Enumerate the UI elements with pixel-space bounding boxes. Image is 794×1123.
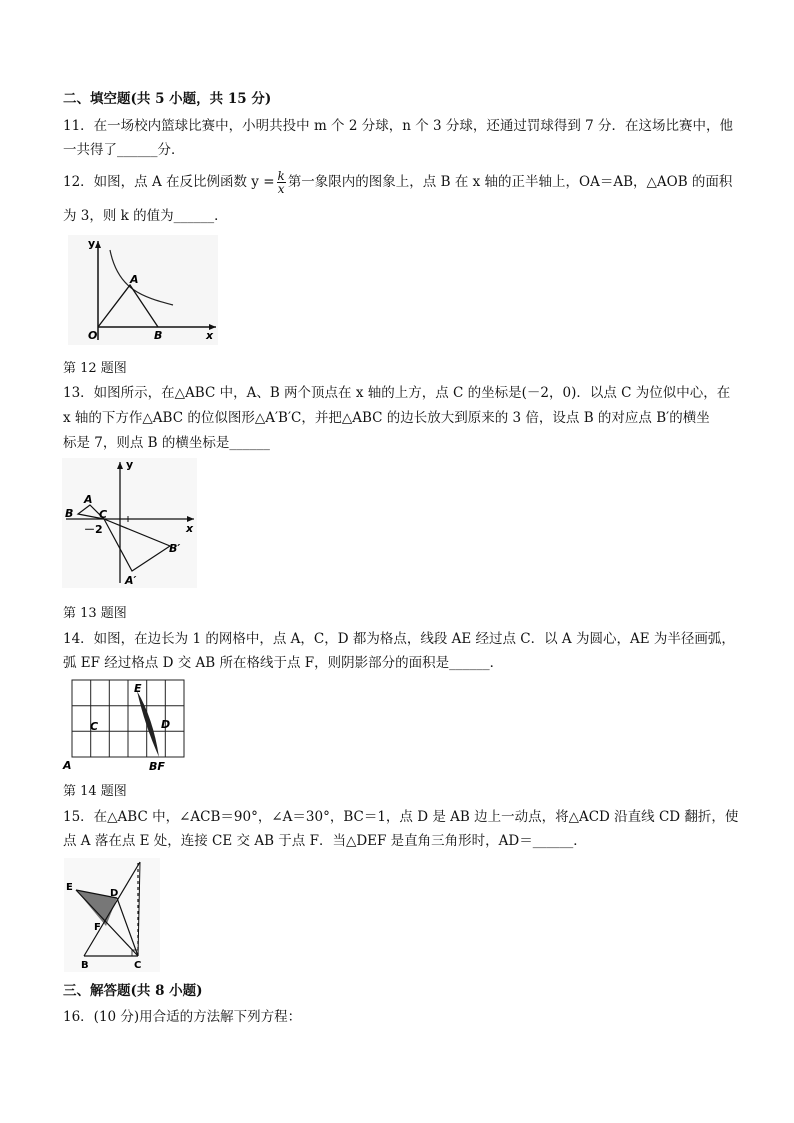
section-3-title: 三、解答题(共 8 小题) <box>63 983 203 999</box>
q13-line2: x 轴的下方作△ABC 的位似图形△A′B′C，并把△ABC 的边长放大到原来的 3 倍，设点 B 的对应点 B′的横坐 <box>63 410 710 426</box>
q14-caption: 第 14 题图 <box>63 784 127 799</box>
q13-y-label: y <box>126 458 134 471</box>
q13-figure <box>62 458 197 588</box>
q12-A-label: A <box>130 273 139 286</box>
q12-text-a: 12．如图，点 A 在反比例函数 y = <box>63 174 275 190</box>
q14-shaded-region <box>137 691 159 757</box>
q13-minus2-label: －2 <box>84 523 103 536</box>
q13-C-label: C <box>99 508 108 521</box>
q14-E-label: E <box>134 682 142 695</box>
q14-C-label: C <box>90 720 99 733</box>
q13-caption: 第 13 题图 <box>63 606 127 621</box>
q12-frac-den: x <box>277 182 285 196</box>
q14-figure <box>62 678 188 774</box>
q15-figure <box>64 858 160 972</box>
q16-line1: 16．(10 分)用合适的方法解下列方程： <box>63 1009 302 1025</box>
q15-B-label: B <box>81 960 89 971</box>
q12-caption: 第 12 题图 <box>63 361 127 376</box>
q12-figure <box>68 235 218 345</box>
q11-line1: 11．在一场校内篮球比赛中，小明共投中 m 个 2 分球，n 个 3 分球，还通过罚球得到 7 分．在这场比赛中，他 <box>63 118 734 134</box>
q12-line1 <box>63 170 732 195</box>
q13-line3: 标是 7，则点 B 的横坐标是______ <box>63 435 270 451</box>
q15-C-label: C <box>134 960 142 971</box>
q14-line2: 弧 EF 经过格点 D 交 AB 所在格线于点 F，则阴影部分的面积是______． <box>63 655 504 671</box>
q15-D-label: D <box>110 888 119 899</box>
q12-line2: 为 3，则 k 的值为______． <box>63 208 228 224</box>
q15-E-label: E <box>66 882 73 893</box>
q13-x-label: x <box>186 522 194 535</box>
q13-A-label: A <box>84 493 93 506</box>
section-2-title: 二、填空题(共 5 小题，共 15 分) <box>63 91 272 107</box>
q12-B-label: B <box>154 329 163 342</box>
q14-BF-label: BF <box>149 760 165 773</box>
q15-line2: 点 A 落在点 E 处，连接 CE 交 AB 于点 F．当△DEF 是直角三角形时，AD＝______． <box>63 833 587 849</box>
q13-Bprime-label: B′ <box>169 542 181 555</box>
q15-F-label: F <box>94 922 101 933</box>
q13-Aprime-label: A′ <box>125 574 137 587</box>
q13-B-label: B <box>65 507 74 520</box>
q12-fraction <box>277 170 286 195</box>
q15-line1: 15．在△ABC 中，∠ACB＝90°，∠A＝30°，BC＝1，点 D 是 AB 边上一动点，将△ACD 沿直线 CD 翻折，使 <box>63 809 739 825</box>
q12-text-b: 第一象限内的图象上，点 B 在 x 轴的正半轴上，OA＝AB，△AOB 的面积 <box>287 174 733 190</box>
q14-line1: 14．如图，在边长为 1 的网格中，点 A，C，D 都为格点，线段 AE 经过点 C．以 A 为圆心，AE 为半径画弧， <box>63 631 735 647</box>
q12-x-label: x <box>206 329 214 342</box>
q12-O-label: O <box>88 329 98 342</box>
q14-D-label: D <box>161 718 171 731</box>
q13-line1: 13．如图所示，在△ABC 中，A、B 两个顶点在 x 轴的上方，点 C 的坐标是(－2，0)．以点 C 为位似中心，在 <box>63 385 731 401</box>
q14-A-label: A <box>63 759 72 772</box>
q12-y-label: y <box>88 237 96 250</box>
q12-frac-num: k <box>277 169 285 183</box>
q11-line2: 一共得了______分． <box>63 142 185 158</box>
